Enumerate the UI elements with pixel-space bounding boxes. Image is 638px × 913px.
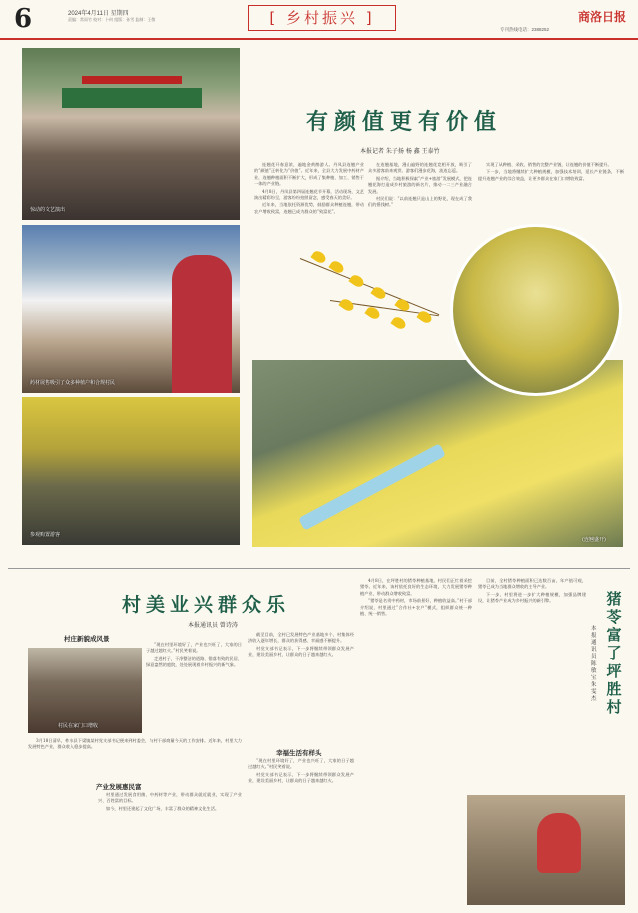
paragraph: 据介绍，当地积极探索“产业+旅游”发展模式，把连翘花海打造成乡村旅游的新名片，推动一二三产业融合发展。	[368, 175, 472, 194]
article1-column-2	[368, 162, 472, 248]
publication-date: 2024年4月11日 星期四	[68, 11, 129, 17]
paragraph: “现在村里环境好了，产业也兴旺了，大家的日子越过越红火。”村民笑着说。	[248, 758, 354, 770]
paragraph: 在连翘基地，漫山遍野的连翘花竞相开放，吸引了众多游客前来观赏。游客们漫步花海，流连忘返。	[368, 162, 472, 174]
flower-icon	[338, 297, 355, 313]
paragraph: 下一步，当地将继续扩大种植规模，加强技术培训，延长产业链条，不断提升连翘产业的综合效益，让更多群众在家门口增收致富。	[478, 169, 624, 181]
article3-byline: 本报通讯员 陈敏宝 朱雯杰	[591, 626, 597, 702]
article1-column-1	[254, 162, 364, 248]
paragraph: 村民们说：“以前连翘只是山上的野花，现在成了我们的摇钱树。”	[368, 196, 472, 208]
flower-icon	[348, 273, 365, 289]
article2-subhead-1: 村庄新貌成风景	[64, 635, 110, 643]
paragraph: 村党支部书记表示，下一步将继续带领群众发展产业，建设美丽乡村，让群众的日子越来越红火。	[248, 645, 354, 658]
paragraph: “猪苓是名贵中药材，市场前景好，种植收益高。”村干部介绍说，村里通过“合作社+农户”模式，组织群众统一种植、统一销售。	[360, 598, 472, 617]
paragraph: 如今，村里还建起了文化广场，丰富了群众的精神文化生活。	[106, 805, 220, 811]
photo-herb-display	[22, 225, 240, 393]
paragraph: 3月18日清早，柞水县下梁镇某村党支部书记便来到村委会，与村干部商量今天的工作安排。近年来，村里大力发展特色产业，群众收入稳步提高。	[28, 738, 242, 750]
section-title: [ 乡村振兴 ]	[248, 5, 396, 31]
paragraph: 目前，全村猪苓种植面积已达数百亩，年产值可观，猪苓已成为当地群众增收的主导产业。	[478, 578, 586, 590]
masthead	[0, 0, 638, 40]
person-figure	[172, 255, 232, 393]
paragraph: 4月8日，丹凤县第四届连翘花节开幕，活动现场，文艺演出精彩纷呈，游客纷纷拍照留念，感受春天的美好。	[254, 188, 364, 201]
page-number: 6	[14, 4, 33, 34]
stage-banner	[62, 88, 202, 108]
paragraph: 走进村子，干净整洁的道路、错落有致的民居、绿意盎然的庭院，处处展现着乡村振兴的新气象。	[146, 655, 242, 668]
article1-column-3	[478, 162, 624, 220]
paragraph: 村党支部书记表示，下一步将继续带领群众发展产业，建设美丽乡村，让群众的日子越来越红火。	[248, 771, 354, 784]
article2-column-1	[28, 738, 242, 778]
photo-caption: 村民在家门口增收	[58, 723, 99, 729]
photo-caption: 参观购置游客	[30, 532, 61, 538]
article3-headline: 猪苓富了坪胜村	[606, 590, 622, 716]
newspaper-logo: 商洛日报	[578, 10, 627, 24]
flower-icon	[370, 285, 387, 301]
photo-visitors	[22, 397, 240, 545]
photo-villagers	[28, 648, 142, 733]
section-title-text: 乡村振兴	[285, 9, 358, 27]
article2-column-3	[248, 632, 354, 744]
editor-credits: 责编：常雨竹 校对：卜何 组版：孙雪 监制：王敬	[68, 17, 156, 22]
article2-byline: 本报通讯员 曾诗涛	[188, 622, 238, 629]
paragraph: 村里通过发展食用菌、中药材等产业，带动群众就近就业，实现了产业兴、百姓富的目标。	[98, 792, 242, 804]
photo-caption: (连翘盛开)	[582, 537, 606, 543]
paragraph: 近年来，当地依托资源优势，鼓励群众种植连翘，带动农户增收致富，连翘已成为群众的“致富花”。	[254, 202, 364, 214]
paragraph: 下一步，村里将进一步扩大种植规模，加强品牌建设，让猪苓产业成为乡村振兴的新引擎。	[478, 591, 586, 604]
article2-headline: 村美业兴群众乐	[122, 594, 291, 616]
article2-subhead-3: 幸福生活有样头	[276, 749, 322, 757]
article3-column-1	[360, 578, 472, 904]
flower-icon	[390, 315, 407, 331]
photo-performance	[22, 48, 240, 220]
hotline: 专刊热线电话：2388252	[500, 27, 550, 32]
paragraph: 实现了从种植、采收、销售的完整产业链，让连翘的价值不断提升。	[486, 162, 612, 167]
person-figure	[537, 813, 581, 873]
stage-ribbon	[82, 76, 182, 84]
article2-column-2	[98, 792, 242, 902]
photo-polyporus-harvest	[467, 795, 625, 905]
blue-walkway	[298, 443, 446, 530]
photo-circle-photographer	[450, 224, 622, 396]
flower-icon	[328, 259, 345, 275]
article3-column-2	[478, 578, 586, 788]
article2-column-4	[248, 758, 354, 904]
article1-byline: 本报记者 朱子扬 杨 鑫 王泰竹	[360, 148, 440, 155]
photo-caption: 惊动的文艺演出	[30, 207, 66, 213]
section-divider	[8, 568, 630, 569]
paragraph: “现在村里环境好了，产业也兴旺了，大家的日子越过越红火。”村民笑着说。	[146, 642, 242, 654]
paragraph: 截至目前，全村已发展特色产业基地多个，村集体经济收入逐年增长，群众的获得感、幸福感不断提升。	[248, 632, 354, 644]
article1-headline: 有颜值更有价值	[306, 109, 503, 135]
article2-column-1a	[146, 642, 242, 734]
photo-caption: 药材展售吸引了众多种植户和合规村民	[30, 380, 116, 386]
article2-subhead-2: 产业发展惠民富	[96, 783, 142, 791]
paragraph: 连翘花开春意浓，遍地金黄醉游人。丹凤县连翘产业的“颜值”正转化为“价值”。近年来，全县大力发展中药材产业，连翘种植面积不断扩大，形成了集种植、加工、销售于一体的产业链。	[254, 162, 364, 187]
paragraph: 4月8日，在坪胜村的猪苓种植基地，村民们正忙着采挖猪苓。近年来，该村依托良好的生态环境，大力发展猪苓种植产业，带动群众增收致富。	[360, 578, 472, 596]
